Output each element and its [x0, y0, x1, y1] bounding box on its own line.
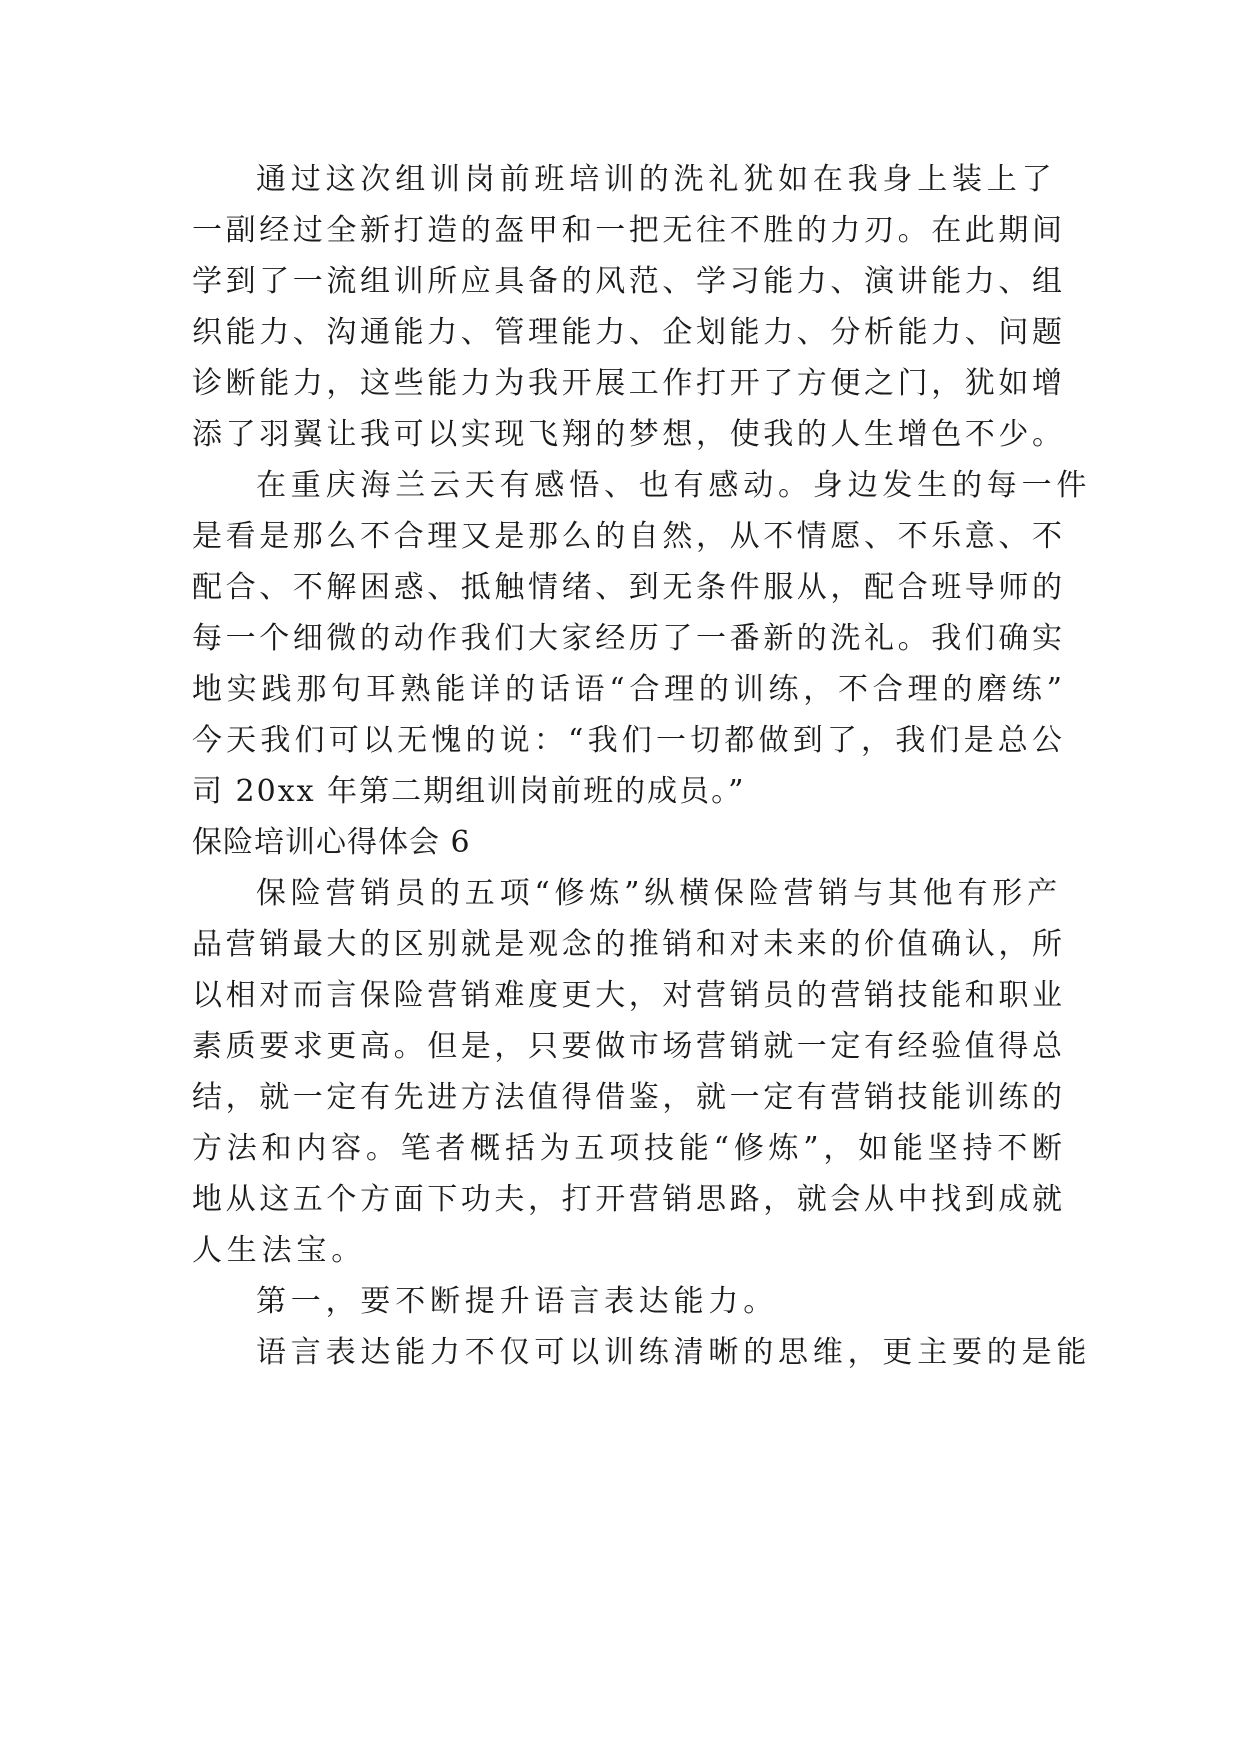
paragraph-3-line-2: 品营销最大的区别就是观念的推销和对未来的价值确认，所	[192, 927, 1062, 962]
paragraph-3-line-1: 保险营销员的五项“修炼”纵横保险营销与其他有形产	[256, 876, 1062, 911]
paragraph-1-line-4: 织能力、沟通能力、管理能力、企划能力、分析能力、问题	[192, 315, 1062, 350]
paragraph-2-line-6: 今天我们可以无愧的说：“我们一切都做到了，我们是总公	[192, 723, 1062, 758]
paragraph-3-line-3: 以相对而言保险营销难度更大，对营销员的营销技能和职业	[192, 978, 1062, 1013]
paragraph-2-line-1: 在重庆海兰云天有感悟、也有感动。身边发生的每一件	[256, 468, 1092, 503]
paragraph-2-line-2: 是看是那么不合理又是那么的自然，从不情愿、不乐意、不	[192, 519, 1062, 554]
paragraph-3-line-6: 方法和内容。笔者概括为五项技能“修炼”，如能坚持不断	[192, 1131, 1062, 1166]
paragraph-1-line-3: 学到了一流组训所应具备的风范、学习能力、演讲能力、组	[192, 264, 1062, 299]
paragraph-1-line-6: 添了羽翼让我可以实现飞翔的梦想，使我的人生增色不少。	[192, 417, 1062, 452]
paragraph-4-line-1: 第一，要不断提升语言表达能力。	[256, 1284, 778, 1319]
paragraph-3-line-5: 结，就一定有先进方法值得借鉴，就一定有营销技能训练的	[192, 1080, 1062, 1115]
paragraph-3-line-4: 素质要求更高。但是，只要做市场营销就一定有经验值得总	[192, 1029, 1062, 1064]
paragraph-3-line-8: 人生法宝。	[192, 1233, 366, 1268]
paragraph-2-line-7: 司 20xx 年第二期组训岗前班的成员。”	[192, 774, 746, 809]
paragraph-1-line-5: 诊断能力，这些能力为我开展工作打开了方便之门，犹如增	[192, 366, 1062, 401]
paragraph-2-line-4: 每一个细微的动作我们大家经历了一番新的洗礼。我们确实	[192, 621, 1062, 656]
paragraph-1-line-2: 一副经过全新打造的盔甲和一把无往不胜的力刃。在此期间	[192, 213, 1062, 248]
paragraph-2-line-5: 地实践那句耳熟能详的话语“合理的训练，不合理的磨练”	[192, 672, 1062, 707]
paragraph-5-line-1: 语言表达能力不仅可以训练清晰的思维，更主要的是能	[256, 1335, 1092, 1370]
document-body	[192, 154, 1092, 1378]
paragraph-1-line-1: 通过这次组训岗前班培训的洗礼犹如在我身上装上了	[256, 162, 1057, 197]
paragraph-2-line-3: 配合、不解困惑、抵触情绪、到无条件服从，配合班导师的	[192, 570, 1062, 605]
paragraph-3-line-7: 地从这五个方面下功夫，打开营销思路，就会从中找到成就	[192, 1182, 1062, 1217]
section-heading: 保险培训心得体会 6	[192, 825, 471, 860]
